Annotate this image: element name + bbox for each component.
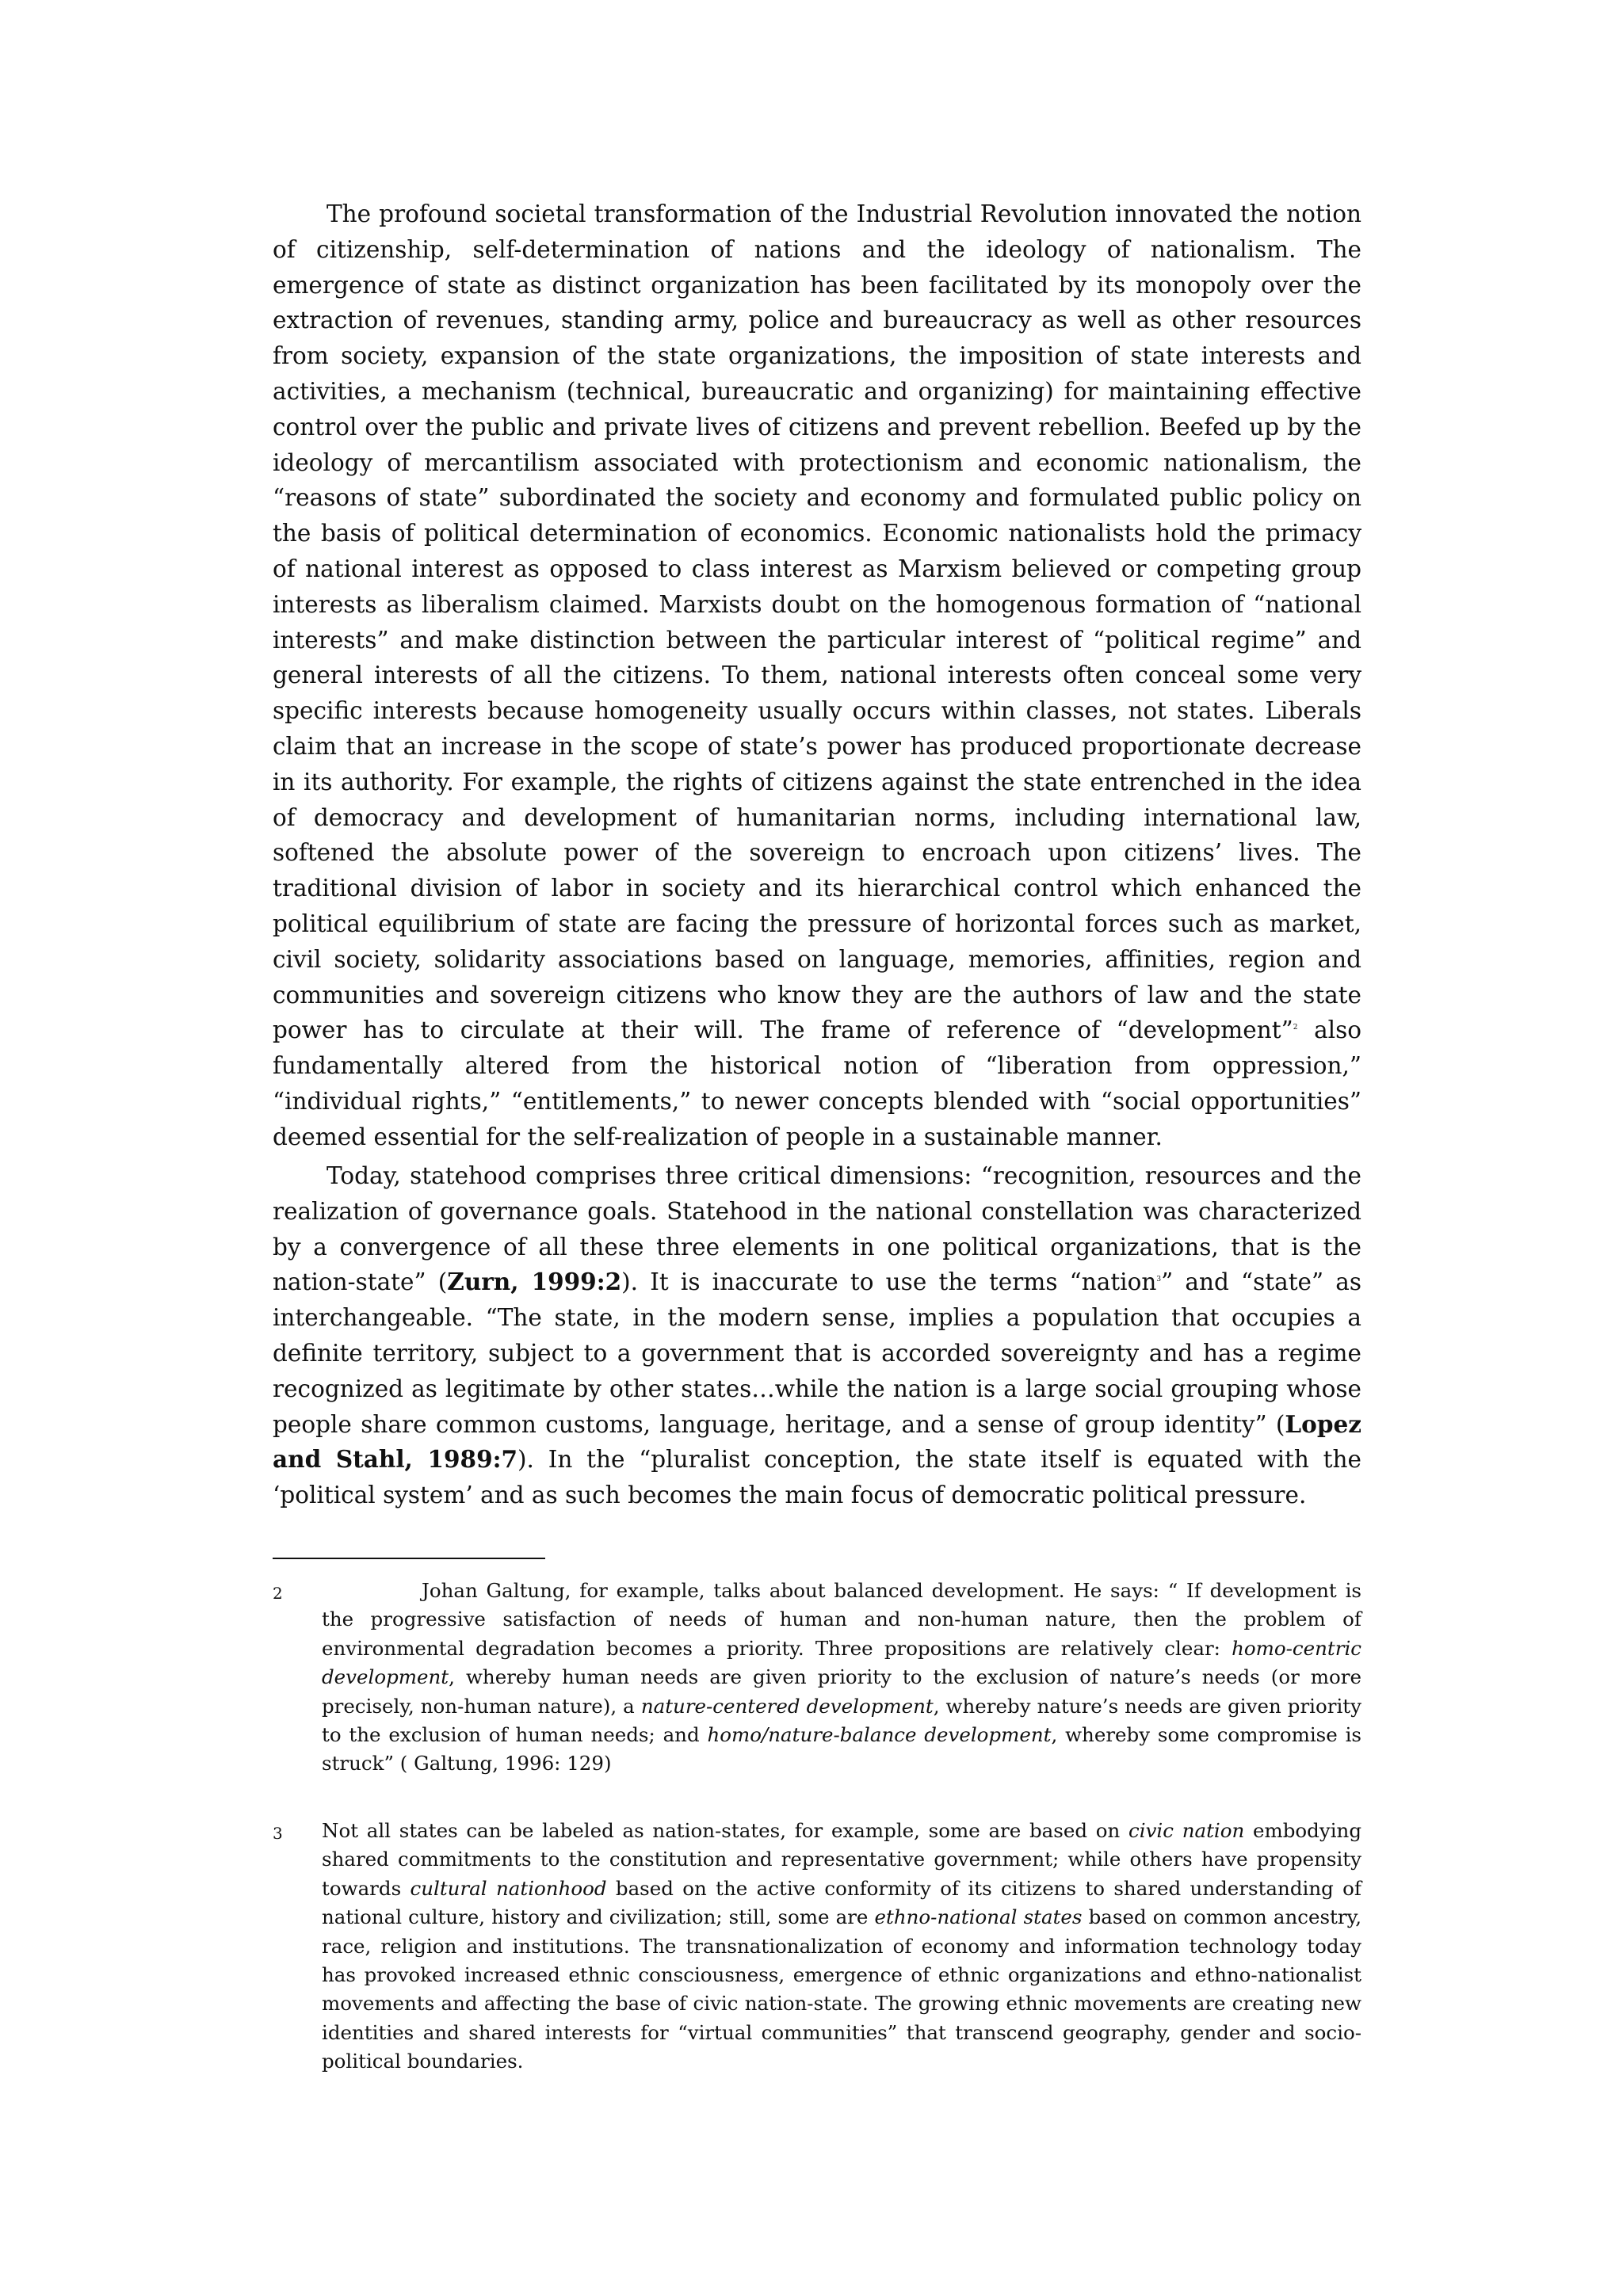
- paragraph-1-text-cont: also fundamentally altered from the historical notion of “liberation from oppression,” “individual rights,” “entitlements,” to newer concepts blended with “social opportunities” deemed essential for the self-realization of people in a sustainable manner.: [273, 1016, 1361, 1150]
- paragraph-2-text: Today, statehood comprises three critical dimensions: “recognition, resources and the realization of governance goals. Statehood in the national constellation was characterized by a convergence of all these three elements in one political organizations, that is the nation-state” (: [273, 1162, 1361, 1296]
- citation-zurn: Zurn, 1999:2: [447, 1268, 622, 1296]
- footnote-3: [273, 1817, 1361, 2077]
- footnote-text-part: , whereby nature’s needs are given priority to the exclusion of human needs; and: [322, 1694, 1361, 1747]
- footnote-ref-3[interactable]: 3: [1156, 1276, 1162, 1284]
- footnote-separator: [273, 1558, 545, 1559]
- footnote-number: 2: [273, 1584, 283, 1603]
- footnote-text-part: , whereby some compromise is struck” ( Galtung, 1996: 129): [322, 1723, 1361, 1775]
- footnote-text: [322, 1817, 1361, 2077]
- paragraph-2-text-d: ). In the “pluralist conception, the state itself is equated with the ‘political system’ and as such becomes the main focus of democratic political pressure.: [273, 1446, 1361, 1509]
- footnote-emphasis: homo/nature-balance development: [707, 1723, 1052, 1747]
- footnote-ref-2[interactable]: 2: [1293, 1024, 1298, 1032]
- footnote-emphasis: nature-centered development: [640, 1694, 934, 1718]
- footnote-number: 3: [273, 1824, 283, 1843]
- footnote-text-part: based on common ancestry, race, religion and institutions. The transnationalization of economy and information technology today has provoked increased ethnic consciousness, emergence of ethnic organizations and ethno-nationalist movements and affecting the base of civic nation-state. The growing ethnic movements are creating new identities and shared interests for “virtual communities” that transcend geography, gender and socio-political boundaries.: [322, 1905, 1361, 2073]
- footnote-text-part: embodying shared commitments to the constitution and representative government; while others have propensity towards: [322, 1819, 1362, 1900]
- paragraph-1-text: The profound societal transformation of the Industrial Revolution innovated the notion of citizenship, self-determination of nations and the ideology of nationalism. The emergence of state as distinct organization has been facilitated by its monopoly over the extraction of revenues, standing army, police and bureaucracy as well as other resources from society, expansion of the state organizations, the imposition of state interests and activities, a mechanism (technical, bureaucratic and organizing) for maintaining effective control over the public and private lives of citizens and prevent rebellion. Beefed up by the ideology of mercantilism associated with protectionism and economic nationalism, the “reasons of state” subordinated the society and economy and formulated public policy on the basis of political determination of economics. Economic nationalists hold the primacy of national interest as opposed to class interest as Marxism believed or competing group interests as liberalism claimed. Marxists doubt on the homogenous formation of “national interests” and make distinction between the particular interest of “political regime” and general interests of all the citizens. To them, national interests often conceal some very specific interests because homogeneity usually occurs within classes, not states. Liberals claim that an increase in the scope of state’s power has produced proportionate decrease in its authority. For example, the rights of citizens against the state entrenched in the idea of democracy and development of humanitarian norms, including international law, softened the absolute power of the sovereign to encroach upon citizens’ lives. The traditional division of labor in society and its hierarchical control which enhanced the political equilibrium of state are facing the pressure of horizontal forces such as market, civil society, solidarity associations based on language, memories, affinities, region and communities and sovereign citizens who know they are the authors of law and the state power has to circulate at their will. The frame of reference of “development”: [273, 200, 1361, 1044]
- footnote-emphasis: civic nation: [1128, 1819, 1245, 1842]
- citation-lopez-stahl: Lopez and Stahl, 1989:7: [273, 1409, 1361, 1474]
- footnote-text-part: Johan Galtung, for example, talks about balanced development. He says: “ If development is the progressive satisfaction of needs of human and non-human nature, then the problem of environmental degradation becomes a priority. Three propositions are relatively clear:: [322, 1579, 1361, 1660]
- footnote-text-part: based on the active conformity of its citizens to shared understanding of national culture, history and civilization; still, some are: [322, 1876, 1361, 1929]
- paragraph-2: [273, 1158, 1361, 1513]
- footnote-text-part: , whereby human needs are given priority to the exclusion of nature’s needs (or more precisely, non-human nature), a: [322, 1665, 1361, 1718]
- paragraph-2-text-c: ” and “state” as interchangeable. “The state, in the modern sense, implies a population that occupies a definite territory, subject to a government that is accorded sovereignty and has a regime recognized as legitimate by other states…while the nation is a large social grouping whose people share common customs, language, heritage, and a sense of group identity” (: [273, 1268, 1362, 1438]
- footnote-emphasis: cultural nationhood: [410, 1876, 607, 1900]
- footnote-text: [322, 1577, 1361, 1779]
- paragraph-1: [273, 196, 1361, 1155]
- footnote-emphasis: homo-centric development: [322, 1636, 1361, 1689]
- footnote-2: [273, 1577, 1361, 1779]
- paragraph-2-text-b: ). It is inaccurate to use the terms “nation: [621, 1268, 1157, 1296]
- footnote-text-part: Not all states can be labeled as nation-states, for example, some are based on: [322, 1819, 1129, 1842]
- footnote-emphasis: ethno-national states: [874, 1905, 1083, 1929]
